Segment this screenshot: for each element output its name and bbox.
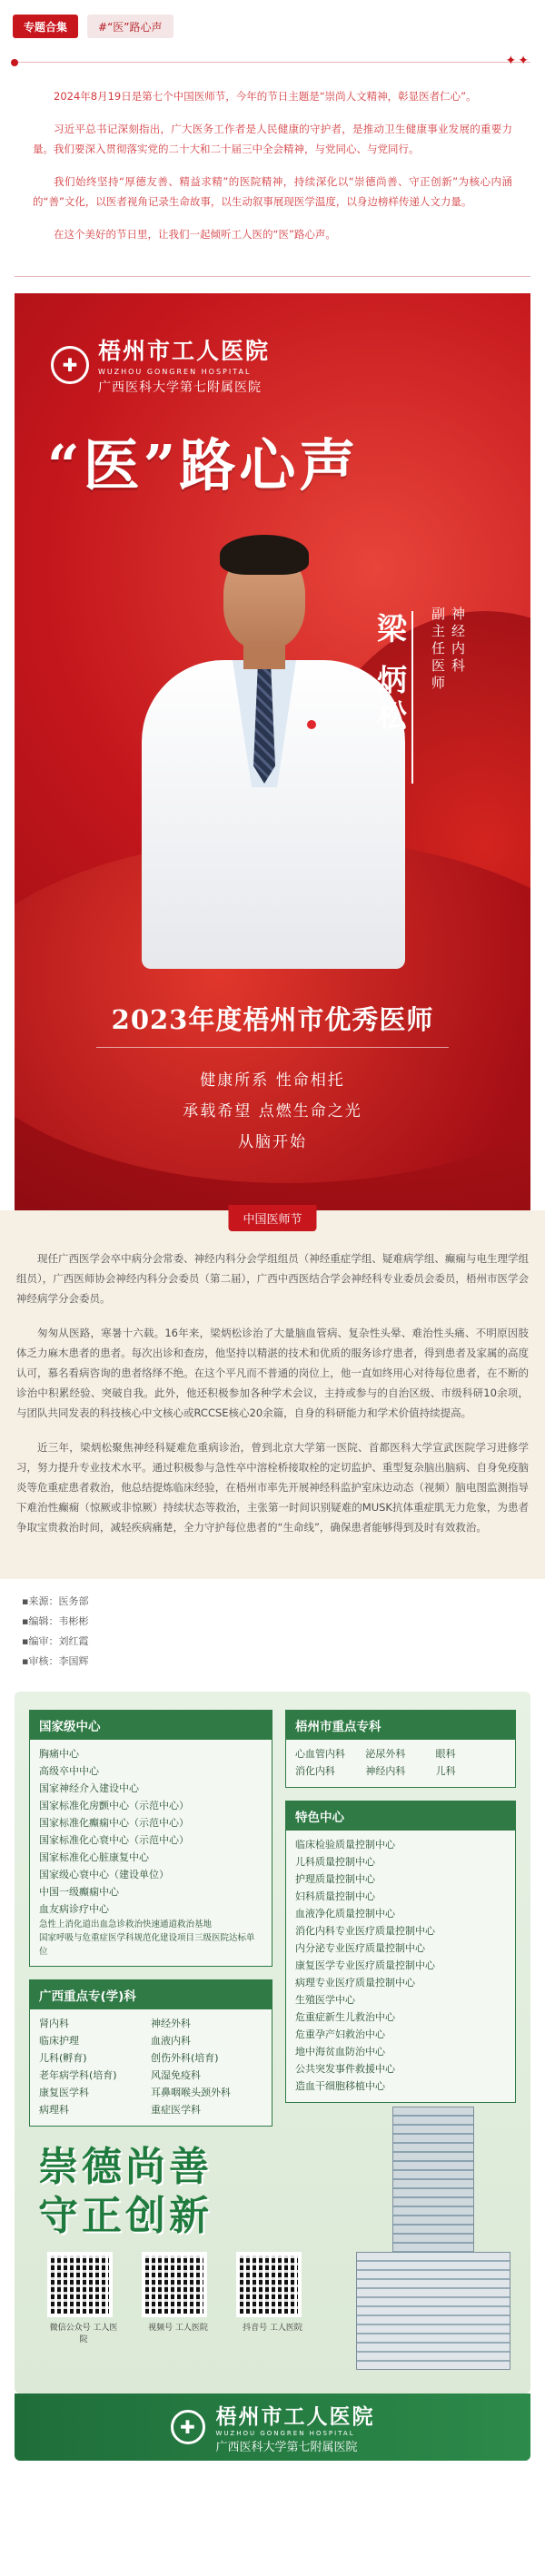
slogan-line: 守正创新 [38, 2193, 213, 2239]
list-item: 康复医学专业医疗质量控制中心 [295, 1959, 435, 1971]
list-item: 胸痛中心 [39, 1748, 79, 1760]
list-item: 消化内科专业医疗质量控制中心 [295, 1925, 435, 1937]
intro-paragraph: 我们始终坚持“厚德友善、精益求精”的医院精神，持续深化以“崇德尚善、守正创新”为核心内涵的“善”文化，以医者视角记录生命故事，以生动叙事展现医学温度，以身边榜样传递人文力量。 [33, 175, 512, 208]
qr-codes [47, 2252, 309, 2344]
doctor-department: 神经内科 [450, 607, 466, 676]
list-item: 血友病诊疗中心 [39, 1903, 109, 1915]
doctor-poster [15, 293, 530, 1210]
list-item: 血液内科 [151, 2035, 191, 2047]
credits [0, 1579, 545, 1692]
doctor-rank: 副主任医师 [430, 607, 446, 693]
list-item: 国家标准化癫痫中心（示范中心） [39, 1817, 189, 1829]
list-item: 泌尿外科 [365, 1748, 406, 1760]
header-bar [0, 0, 545, 53]
doctors-day-ribbon: 中国医师节 [228, 1205, 316, 1231]
list-item: 风湿免疫科 [151, 2069, 201, 2081]
guangxi-key-box [29, 1979, 272, 2127]
list-item: 耳鼻咽喉头颈外科 [151, 2087, 231, 2098]
box-heading: 广西重点专(学)科 [30, 1980, 272, 2009]
qr-code-item[interactable] [47, 2252, 120, 2344]
hospital-name-en: WUZHOU GONGREN HOSPITAL [98, 368, 252, 376]
list-item: 危重孕产妇救治中心 [295, 2028, 385, 2040]
doctor-title [428, 607, 468, 693]
divider [15, 276, 530, 277]
box-heading: 梧州市重点专科 [286, 1711, 515, 1740]
list-item: 内分泌专业医疗质量控制中心 [295, 1942, 425, 1954]
list-item: 妇科质量控制中心 [295, 1890, 375, 1902]
list-item: 康复医学科 [39, 2087, 89, 2098]
credit-reviewer: ▪编审：刘红霞 [22, 1635, 89, 1647]
slogan-zone [29, 2143, 516, 2379]
hospital-logo [51, 333, 270, 396]
qr-code-icon[interactable] [236, 2252, 302, 2317]
list-item: 重症医学科 [151, 2104, 201, 2116]
qr-code-item[interactable] [142, 2252, 214, 2344]
intro-paragraph: 在这个美好的节日里，让我们一起倾听工人医的“医”路心声。 [54, 228, 336, 241]
national-centers-box [29, 1710, 272, 1967]
hospital-name: 梧州市工人医院 [98, 338, 271, 364]
list-item: 国家标准化心衰中心（示范中心） [39, 1834, 189, 1846]
list-item: 国家级心衰中心（建设单位） [39, 1869, 169, 1880]
list-item: 国家标准化心脏康复中心 [39, 1851, 149, 1863]
divider [96, 1047, 449, 1048]
list-item: 高级卒中中心 [39, 1765, 99, 1777]
topic-tag[interactable]: 专题合集 [13, 15, 78, 38]
list-item: 儿科(孵育) [39, 2052, 87, 2064]
story-paragraph: 近三年，梁炳松聚焦神经科疑难危重病诊治，曾到北京大学第一医院、首都医科大学宣武医院学习进修学习，努力提升专业技术水平。通过积极参与急性卒中溶栓桥接取栓的定切监护、重型复杂脑出脑病、自身免疫脑炎等危重症患者救治，他总结提炼临床经验，在梧州市率先开展神经科监护室床边动态（视频）脑电图监测指导下难治性癫痫（惊厥或非惊厥）持续状态等救治，主张第一时间识别疑难的MUSK抗体重症肌无力危象，为患者争取宝贵救治时间，减轻疾病痛楚，全力守护每位患者的“生命线”，确保患者能够得到及时有效救治。 [16, 1441, 529, 1534]
list-item: 儿科 [435, 1765, 456, 1777]
story-paragraph: 匆匆从医路，寒暑十六载。16年来，梁炳松诊治了大量脑血管病、复杂性头晕、难治性头痛、不明原因肢体乏力麻木患者的患者。每次出诊和查房，他坚持以精湛的技术和优质的服务诊疗患者，得到患者及家属的高度认可，慕名看病咨询的患者络绎不绝。在这个平凡而不普通的岗位上，他一直如终用心对待每位患者，在不断的诊治中积累经验、突破自我。此外，他还积极参加各种学术会议，主持或参与的自治区级、市级科研10余项，与团队共同发表的科技核心中文核心或RCCSE核心20余篇，自身的科研能力和学术价值持续提高。 [16, 1327, 529, 1419]
footer-hospital-name-en: WUZHOU GONGREN HOSPITAL [215, 2430, 355, 2437]
list-item: 眼科 [435, 1748, 456, 1760]
feature-centers-box [285, 1801, 516, 2103]
qr-code-icon[interactable] [142, 2252, 207, 2317]
list-item: 国家标准化房颤中心（示范中心） [39, 1800, 189, 1811]
list-item: 临床检验质量控制中心 [295, 1839, 395, 1851]
story-paragraph: 现任广西医学会卒中病分会常委、神经内科分会学组组员（神经重症学组、疑难病学组、癫痫与电生理学组组员），广西医师协会神经内科分会委员（第二届），广西中西医结合学会神经科专业委员会委员，梧州市医学会神经病学分会委员。 [16, 1252, 529, 1305]
qr-label: 微信公众号 工人医院 [49, 2324, 118, 2344]
doctor-name: 梁 炳松 [372, 613, 408, 735]
footer-logo-bar [15, 2393, 530, 2461]
box-heading: 国家级中心 [30, 1711, 272, 1740]
list-item: 护理质量控制中心 [295, 1873, 375, 1885]
list-item: 创伤外科(培育) [151, 2052, 219, 2064]
list-item: 国家神经介入建设中心 [39, 1782, 139, 1794]
intro-paragraph: 2024年8月19日是第七个中国医师节，今年的节日主题是“崇尚人文精神，彰显医者仁心”。 [54, 90, 477, 103]
list-item: 国家呼吸与危重症医学科规范化建设项目三级医院达标单位 [39, 1933, 255, 1957]
list-item: 老年病学科(培育) [39, 2069, 117, 2081]
list-item: 神经外科 [151, 2018, 191, 2029]
hospital-emblem-icon: ✚ [171, 2410, 205, 2444]
star-decoration: ✦✦ [505, 54, 530, 68]
hospital-building-image [356, 2107, 510, 2370]
list-item: 神经内科 [365, 1765, 406, 1777]
hospital-subtitle: 广西医科大学第七附属医院 [98, 380, 262, 395]
award-title: 2023年度梧州市优秀医师 [111, 1004, 434, 1035]
credit-editor: ▪编辑：韦彬彬 [22, 1615, 89, 1627]
slogan-line: 承载希望 点燃生命之光 [183, 1102, 362, 1120]
qr-label: 视频号 工人医院 [148, 2324, 208, 2333]
box-heading: 特色中心 [286, 1801, 515, 1831]
qr-code-icon[interactable] [47, 2252, 113, 2317]
list-item: 消化内科 [295, 1765, 335, 1777]
list-item: 病理专业医疗质量控制中心 [295, 1977, 415, 1989]
hospital-slogan [38, 2143, 213, 2241]
list-item: 公共突发事件救援中心 [295, 2063, 395, 2075]
hashtag-tag[interactable]: #“医”路心声 [87, 15, 173, 38]
list-item: 中国一级癫痫中心 [39, 1886, 119, 1898]
list-item: 地中海贫血防治中心 [295, 2046, 385, 2058]
list-item: 造血干细胞移植中心 [295, 2080, 385, 2092]
credit-source: ▪来源：医务部 [22, 1595, 89, 1607]
list-item: 血液净化质量控制中心 [295, 1908, 395, 1920]
list-item: 心血管内科 [295, 1748, 345, 1760]
hospital-info-card [15, 1692, 530, 2393]
qr-label: 抖音号 工人医院 [243, 2324, 302, 2333]
list-item: 肾内科 [39, 2018, 69, 2029]
intro-section [15, 54, 530, 277]
slogan-line: 从脑开始 [238, 1133, 307, 1151]
list-item: 儿科质量控制中心 [295, 1856, 375, 1868]
list-item: 危重症新生儿救治中心 [295, 2011, 395, 2023]
list-item: 急性上消化道出血急诊救治快速通道救治基地 [39, 1920, 213, 1930]
slogan-line: 崇德尚善 [38, 2144, 213, 2190]
list-item: 病理科 [39, 2104, 69, 2116]
footer-hospital-name: 梧州市工人医院 [215, 2404, 375, 2429]
poster-slogans [15, 1065, 530, 1158]
divider [411, 611, 413, 784]
qr-code-item[interactable] [236, 2252, 309, 2344]
credit-approver: ▪审核：李国辉 [22, 1655, 89, 1667]
hospital-emblem-icon: ✚ [51, 346, 89, 384]
dot-decoration [11, 59, 18, 66]
doctor-story [0, 1210, 545, 1579]
wuzhou-key-box [285, 1710, 516, 1788]
doctor-portrait [133, 529, 414, 965]
slogan-line: 健康所系 性命相托 [200, 1071, 345, 1090]
footer-hospital-subtitle: 广西医科大学第七附属医院 [215, 2441, 358, 2454]
poster-title: “医”路心声 [47, 432, 360, 498]
intro-paragraph: 习近平总书记深刻指出，广大医务工作者是人民健康的守护者，是推动卫生健康事业发展的重要力量。我们要深入贯彻落实党的二十大和二十届三中全会精神，与党同心、与党同行。 [33, 123, 512, 155]
list-item: 临床护理 [39, 2035, 79, 2047]
list-item: 生殖医学中心 [295, 1994, 355, 2006]
